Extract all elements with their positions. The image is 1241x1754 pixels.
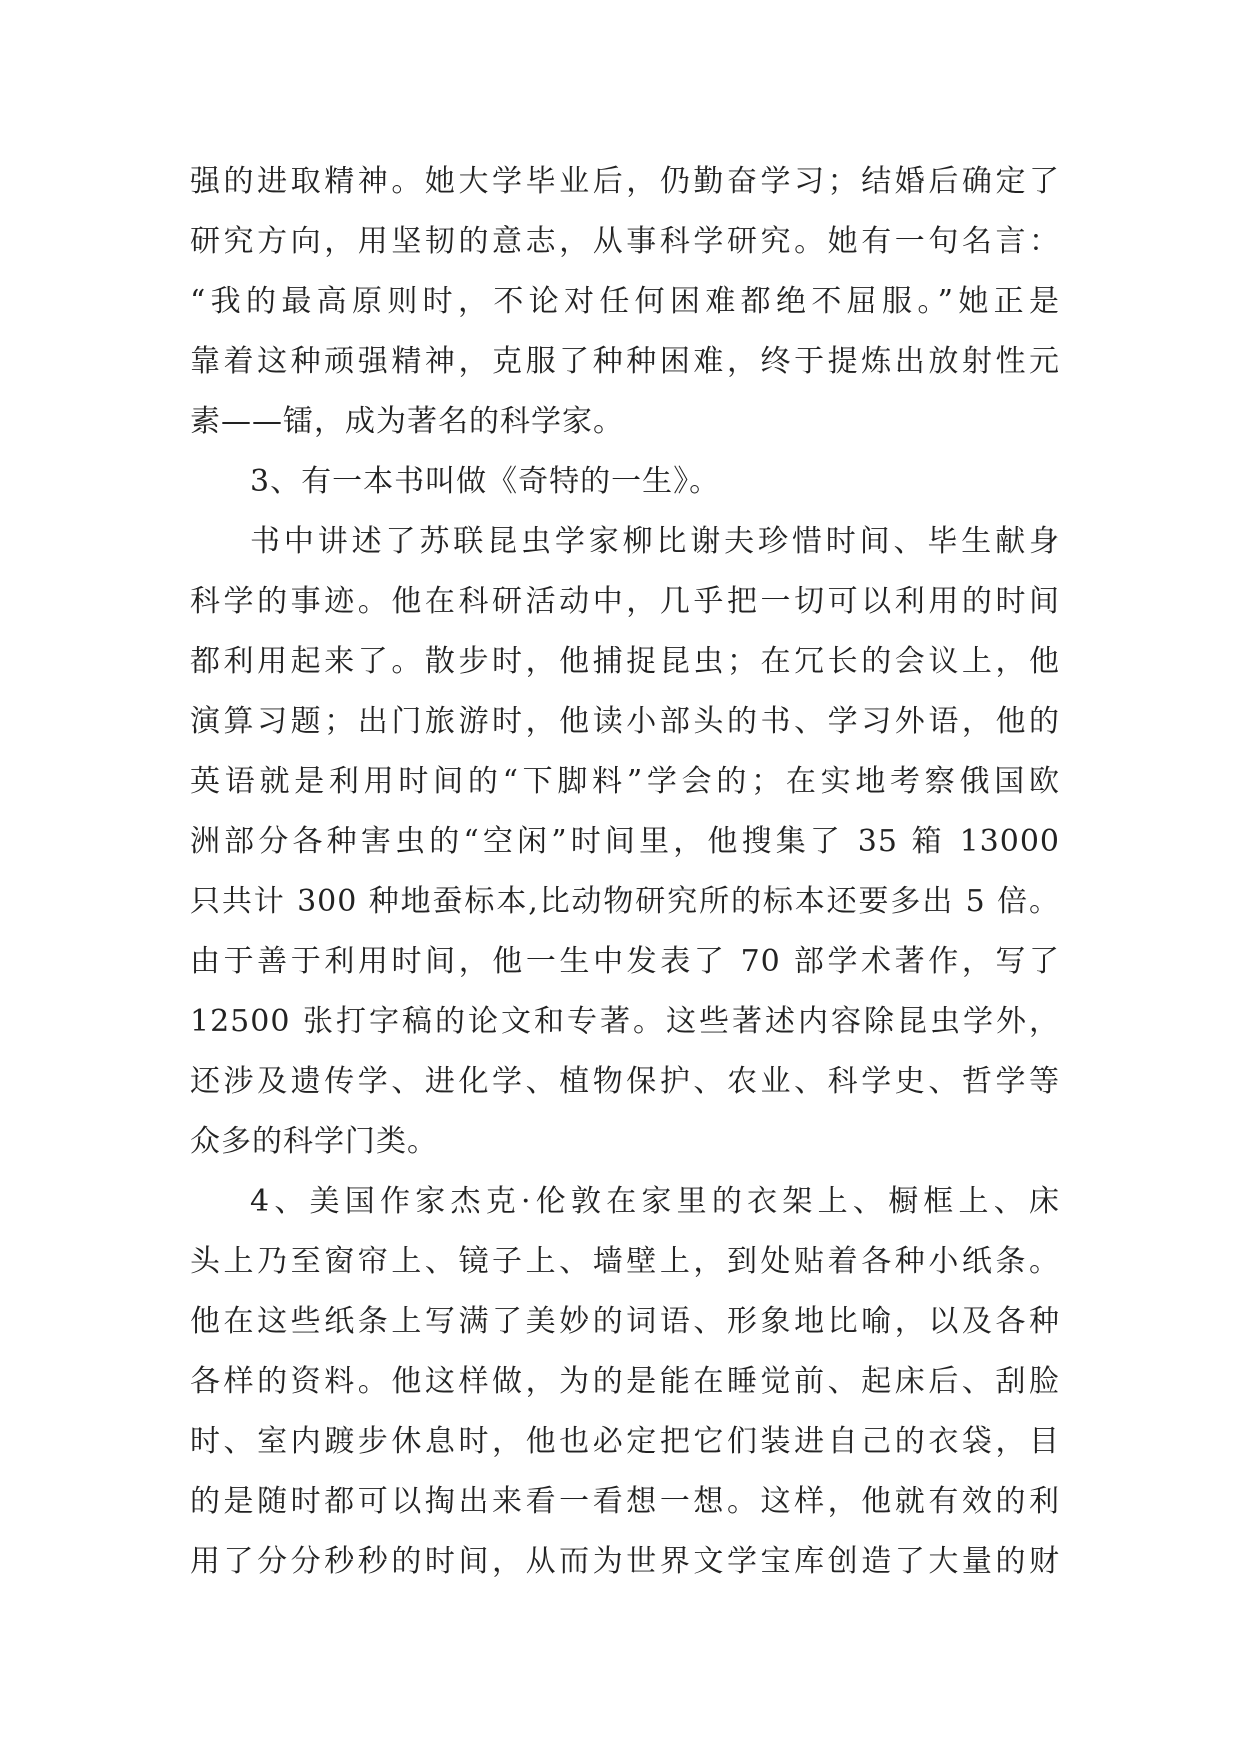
text-line: 都利用起来了。散步时，他捕捉昆虫；在冗长的会议上，他: [190, 644, 1060, 679]
text-line: 12500 张打字稿的论文和专著。这些著述内容除昆虫学外，: [190, 1004, 1060, 1039]
text-line: 的是随时都可以掏出来看一看想一想。这样，他就有效的利: [190, 1484, 1060, 1519]
text-line: 3、有一本书叫做《奇特的一生》。: [250, 464, 721, 499]
text-line: “我的最高原则时，不论对任何困难都绝不屈服。”她正是: [190, 284, 1060, 319]
text-line: 素——镭，成为著名的科学家。: [190, 404, 624, 439]
text-line: 只共计 300 种地蚕标本,比动物研究所的标本还要多出 5 倍。: [190, 884, 1060, 919]
text-line: 用了分分秒秒的时间，从而为世界文学宝库创造了大量的财: [190, 1544, 1060, 1579]
text-line: 靠着这种顽强精神，克服了种种困难，终于提炼出放射性元: [190, 344, 1060, 379]
text-line: 强的进取精神。她大学毕业后，仍勤奋学习；结婚后确定了: [190, 164, 1060, 199]
text-line: 各样的资料。他这样做，为的是能在睡觉前、起床后、刮脸: [190, 1364, 1060, 1399]
text-line: 研究方向，用坚韧的意志，从事科学研究。她有一句名言：: [190, 224, 1060, 259]
text-line: 书中讲述了苏联昆虫学家柳比谢夫珍惜时间、毕生献身: [250, 524, 1060, 559]
text-line: 众多的科学门类。: [190, 1124, 438, 1159]
text-line: 4、美国作家杰克·伦敦在家里的衣架上、橱框上、床: [250, 1184, 1060, 1219]
text-line: 英语就是利用时间的“下脚料”学会的；在实地考察俄国欧: [190, 764, 1060, 799]
text-line: 演算习题；出门旅游时，他读小部头的书、学习外语，他的: [190, 704, 1060, 739]
text-line: 科学的事迹。他在科研活动中，几乎把一切可以利用的时间: [190, 584, 1060, 619]
text-line: 由于善于利用时间，他一生中发表了 70 部学术著作，写了: [190, 944, 1060, 979]
text-line: 时、室内踱步休息时，他也必定把它们装进自己的衣袋，目: [190, 1424, 1060, 1459]
text-line: 洲部分各种害虫的“空闲”时间里，他搜集了 35 箱 13000: [190, 824, 1060, 859]
text-line: 头上乃至窗帘上、镜子上、墙壁上，到处贴着各种小纸条。: [190, 1244, 1060, 1279]
text-line: 他在这些纸条上写满了美妙的词语、形象地比喻，以及各种: [190, 1304, 1060, 1339]
text-line: 还涉及遗传学、进化学、植物保护、农业、科学史、哲学等: [190, 1064, 1060, 1099]
document-body: [190, 152, 1060, 1592]
